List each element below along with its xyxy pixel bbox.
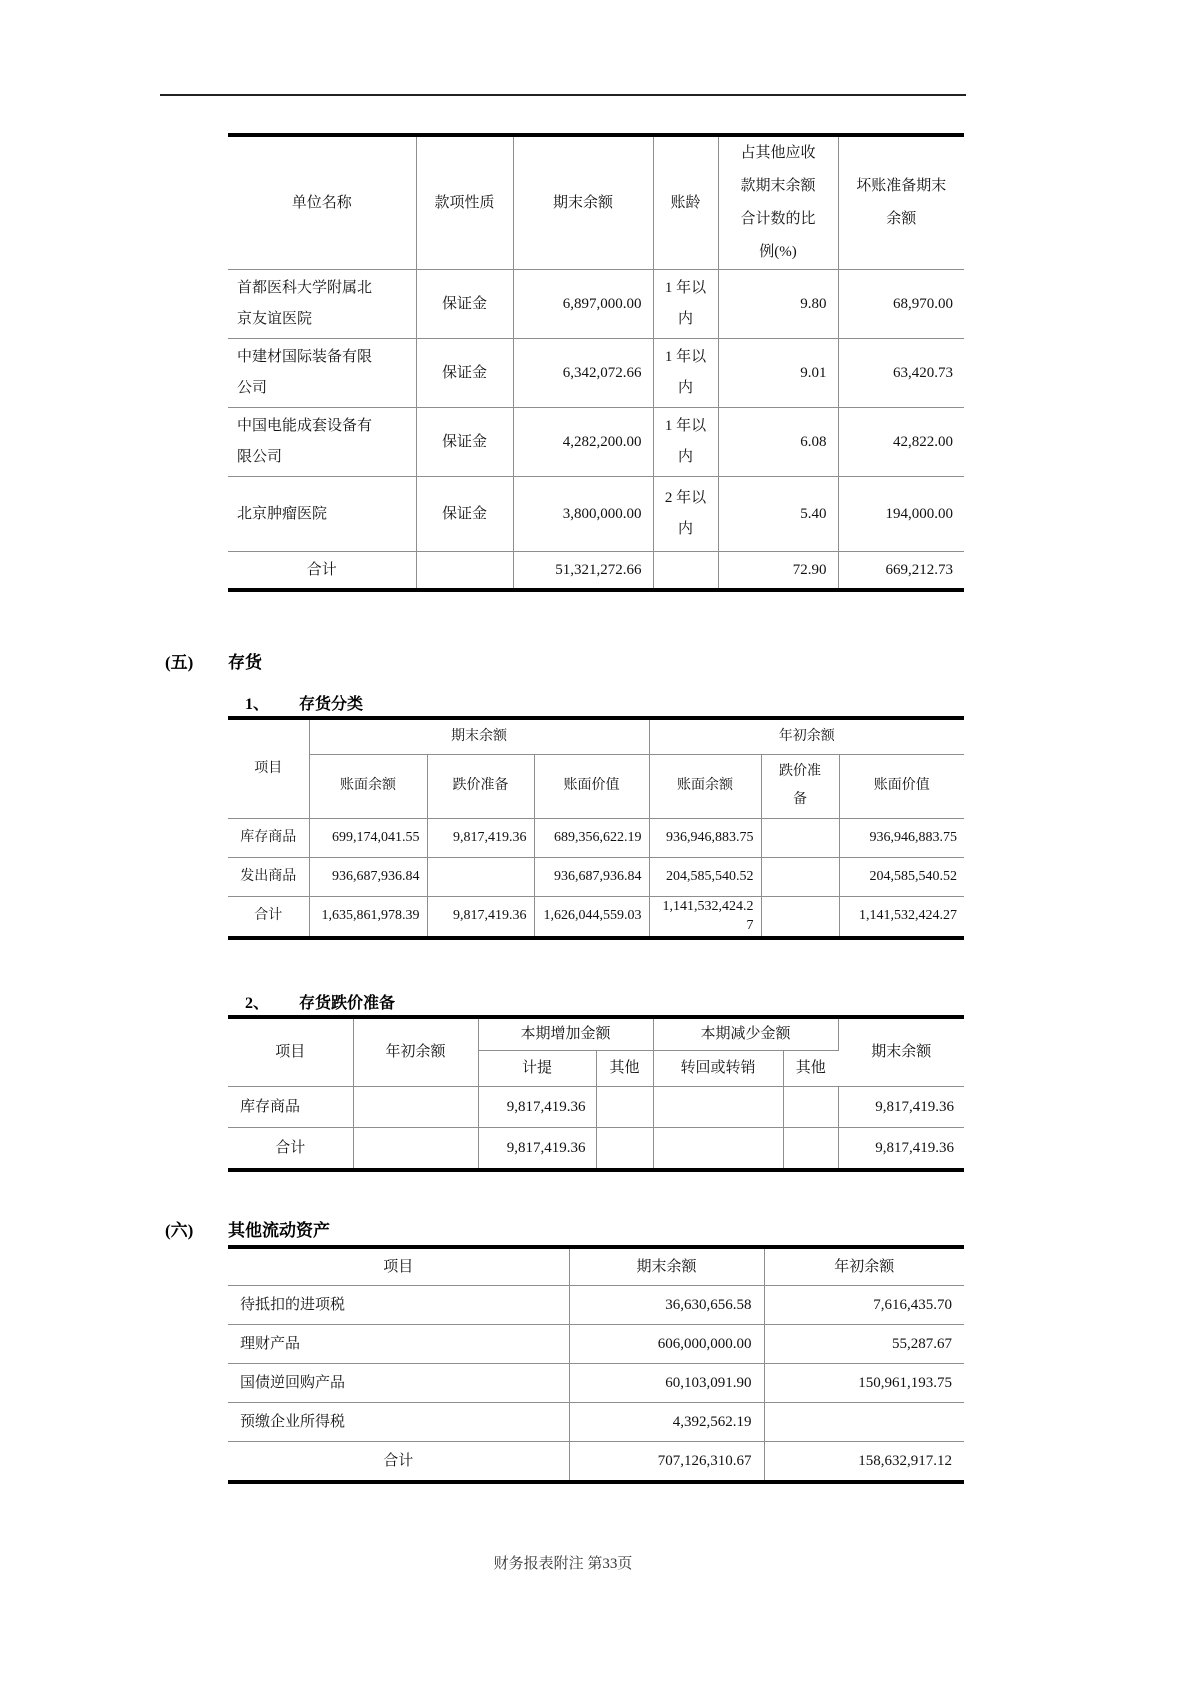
- cell: 5.40: [718, 477, 838, 552]
- header-cell: 款项性质: [416, 135, 513, 270]
- cell: 936,687,936.84: [309, 857, 427, 896]
- table-group-header-row: [228, 1017, 964, 1051]
- page-header-rule: [160, 94, 966, 96]
- inventory-classification-table: [228, 716, 964, 940]
- cell: 204,585,540.52: [649, 857, 761, 896]
- cell: 1,626,044,559.03: [534, 896, 649, 938]
- inventory-provision-table: [228, 1015, 964, 1173]
- page-footer: [160, 1552, 966, 1573]
- table-group-header-row: [228, 718, 964, 754]
- cell: 606,000,000.00: [569, 1325, 764, 1364]
- cell: [416, 552, 513, 591]
- cell: 9,817,419.36: [478, 1087, 596, 1128]
- cell: 36,630,656.58: [569, 1286, 764, 1325]
- other-receivables-table: [228, 133, 964, 592]
- footer-text: 财务报表附注 第33页: [493, 1556, 633, 1572]
- subsection-heading-inventory-provision: [160, 990, 966, 1013]
- cell: 3,800,000.00: [513, 477, 653, 552]
- cell: 158,632,917.12: [764, 1442, 964, 1483]
- table-row: [228, 818, 964, 857]
- cell: 1 年以内: [653, 270, 718, 339]
- other-current-assets-table: [228, 1245, 964, 1484]
- cell: 936,687,936.84: [534, 857, 649, 896]
- subsection-number: 2、: [245, 994, 270, 1012]
- cell: 1,141,532,424.27: [649, 896, 761, 938]
- table-row: [228, 477, 964, 552]
- header-cell: 账面价值: [839, 754, 964, 818]
- cell: 6,897,000.00: [513, 270, 653, 339]
- header-cell: 账面余额: [309, 754, 427, 818]
- header-cell: 占其他应收款期末余额合计数的比例(%): [718, 135, 838, 270]
- cell: 库存商品: [228, 1087, 353, 1128]
- header-cell: 项目: [228, 718, 309, 818]
- cell: [653, 1128, 783, 1171]
- table-row: [228, 339, 964, 408]
- table-row: [228, 1403, 964, 1442]
- cell: 9,817,419.36: [427, 896, 534, 938]
- cell: [653, 1087, 783, 1128]
- cell: [761, 857, 839, 896]
- cell: 9.80: [718, 270, 838, 339]
- cell: 国债逆回购产品: [228, 1364, 569, 1403]
- cell: 4,392,562.19: [569, 1403, 764, 1442]
- cell: 72.90: [718, 552, 838, 591]
- cell: 6.08: [718, 408, 838, 477]
- header-cell: 期末余额: [309, 718, 649, 754]
- cell: 60,103,091.90: [569, 1364, 764, 1403]
- header-cell: 本期减少金额: [653, 1017, 838, 1051]
- cell: [783, 1087, 838, 1128]
- cell: 合计: [228, 552, 416, 591]
- total-row: [228, 896, 964, 938]
- section-heading-other-current-assets: [160, 1216, 966, 1241]
- header-cell: 其他: [783, 1051, 838, 1087]
- header-cell: 其他: [596, 1051, 653, 1087]
- header-cell: 单位名称: [228, 135, 416, 270]
- cell: 9,817,419.36: [838, 1087, 964, 1128]
- cell: 保证金: [416, 270, 513, 339]
- header-cell: 项目: [228, 1017, 353, 1087]
- header-cell: 计提: [478, 1051, 596, 1087]
- header-cell: 期末余额: [569, 1247, 764, 1286]
- header-cell: 账龄: [653, 135, 718, 270]
- header-cell: 期末余额: [513, 135, 653, 270]
- cell: 保证金: [416, 408, 513, 477]
- cell: 9.01: [718, 339, 838, 408]
- cell: [761, 896, 839, 938]
- cell: 发出商品: [228, 857, 309, 896]
- header-cell: 账面余额: [649, 754, 761, 818]
- cell: 42,822.00: [838, 408, 964, 477]
- cell: 1 年以内: [653, 339, 718, 408]
- cell: 6,342,072.66: [513, 339, 653, 408]
- cell: 63,420.73: [838, 339, 964, 408]
- cell: 北京肿瘤医院: [228, 477, 416, 552]
- header-cell: 年初余额: [764, 1247, 964, 1286]
- section-title: 其他流动资产: [228, 1221, 330, 1241]
- cell: 中建材国际装备有限公司: [228, 339, 416, 408]
- header-cell: 期末余额: [838, 1017, 964, 1087]
- table-row: [228, 270, 964, 339]
- cell: 194,000.00: [838, 477, 964, 552]
- cell: 689,356,622.19: [534, 818, 649, 857]
- subsection-number: 1、: [245, 696, 270, 713]
- header-cell: 项目: [228, 1247, 569, 1286]
- cell: 合计: [228, 1128, 353, 1171]
- cell: 707,126,310.67: [569, 1442, 764, 1483]
- cell: 合计: [228, 896, 309, 938]
- cell: 保证金: [416, 339, 513, 408]
- cell: 1 年以内: [653, 408, 718, 477]
- cell: 理财产品: [228, 1325, 569, 1364]
- cell: 150,961,193.75: [764, 1364, 964, 1403]
- cell: 669,212.73: [838, 552, 964, 591]
- total-row: [228, 1128, 964, 1171]
- cell: 待抵扣的进项税: [228, 1286, 569, 1325]
- cell: [653, 552, 718, 591]
- page-content: [160, 94, 966, 1484]
- cell: 合计: [228, 1442, 569, 1483]
- subsection-heading-inventory-class: [160, 691, 966, 714]
- header-cell: 转回或转销: [653, 1051, 783, 1087]
- cell: [596, 1087, 653, 1128]
- table-row: [228, 857, 964, 896]
- cell: [761, 818, 839, 857]
- header-cell: 坏账准备期末余额: [838, 135, 964, 270]
- table-subheader-row: [228, 754, 964, 818]
- cell: 1,141,532,424.27: [839, 896, 964, 938]
- cell: 51,321,272.66: [513, 552, 653, 591]
- total-row: [228, 1442, 964, 1483]
- cell: 699,174,041.55: [309, 818, 427, 857]
- subsection-title: 存货跌价准备: [299, 994, 396, 1012]
- cell: 204,585,540.52: [839, 857, 964, 896]
- cell: 保证金: [416, 477, 513, 552]
- cell: 首都医科大学附属北京友谊医院: [228, 270, 416, 339]
- section-title: 存货: [228, 653, 262, 672]
- total-row: [228, 552, 964, 591]
- header-cell: 账面价值: [534, 754, 649, 818]
- cell: 9,817,419.36: [427, 818, 534, 857]
- cell: 中国电能成套设备有限公司: [228, 408, 416, 477]
- section-heading-inventory: [160, 648, 966, 673]
- table-row: [228, 1087, 964, 1128]
- cell: [783, 1128, 838, 1171]
- header-cell: 年初余额: [649, 718, 964, 754]
- table-header-row: [228, 1247, 964, 1286]
- table-row: [228, 1286, 964, 1325]
- header-cell: 年初余额: [353, 1017, 478, 1087]
- table-row: [228, 1325, 964, 1364]
- cell: 4,282,200.00: [513, 408, 653, 477]
- cell: 68,970.00: [838, 270, 964, 339]
- cell: 7,616,435.70: [764, 1286, 964, 1325]
- cell: 55,287.67: [764, 1325, 964, 1364]
- cell: 936,946,883.75: [649, 818, 761, 857]
- table-header-row: [228, 135, 964, 270]
- cell: 936,946,883.75: [839, 818, 964, 857]
- cell: 9,817,419.36: [478, 1128, 596, 1171]
- cell: [596, 1128, 653, 1171]
- header-cell: 跌价准备: [761, 754, 839, 818]
- cell: [427, 857, 534, 896]
- cell: 库存商品: [228, 818, 309, 857]
- subsection-title: 存货分类: [299, 696, 364, 713]
- table-row: [228, 1364, 964, 1403]
- cell: [764, 1403, 964, 1442]
- section-number: (五): [165, 653, 194, 672]
- header-cell: 跌价准备: [427, 754, 534, 818]
- table-row: [228, 408, 964, 477]
- cell: 9,817,419.36: [838, 1128, 964, 1171]
- cell: [353, 1087, 478, 1128]
- cell: [353, 1128, 478, 1171]
- cell: 2 年以内: [653, 477, 718, 552]
- header-cell: 本期增加金额: [478, 1017, 653, 1051]
- cell: 1,635,861,978.39: [309, 896, 427, 938]
- section-number: (六): [165, 1221, 194, 1241]
- cell: 预缴企业所得税: [228, 1403, 569, 1442]
